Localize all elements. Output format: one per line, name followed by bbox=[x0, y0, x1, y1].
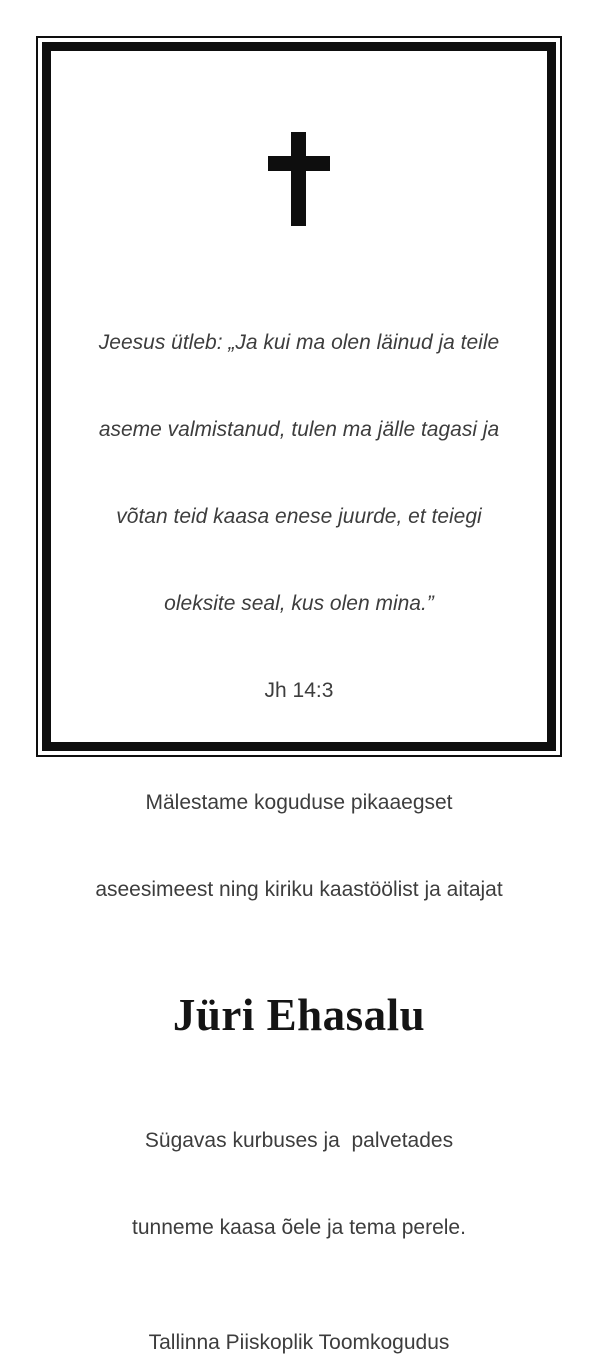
bible-quote bbox=[99, 270, 499, 676]
quote-line: võtan teid kaasa enese juurde, et teiegi bbox=[116, 505, 482, 528]
deceased-name: Jüri Ehasalu bbox=[172, 990, 426, 1040]
cross-horizontal-bar bbox=[268, 156, 330, 171]
memorial-line: Mälestame koguduse pikaaegset bbox=[145, 791, 453, 814]
memorial-text bbox=[95, 730, 502, 962]
quote-line: oleksite seal, kus olen mina.” bbox=[164, 592, 434, 615]
condolence-line: tunneme kaasa õele ja tema perele. bbox=[132, 1216, 466, 1239]
memorial-line: aseesimeest ning kiriku kaastöölist ja aitajat bbox=[95, 878, 503, 901]
quote-line: aseme valmistanud, tulen ma jälle tagasi ja bbox=[98, 418, 500, 441]
memorial-card-frame bbox=[36, 36, 562, 1354]
condolence-line: Sügavas kurbuses ja palvetades bbox=[144, 1129, 454, 1152]
bible-verse-reference: Jh 14:3 bbox=[264, 679, 334, 702]
quote-line: Jeesus ütleb: „Ja kui ma olen läinud ja teile bbox=[98, 331, 500, 354]
latin-cross-icon bbox=[268, 132, 330, 226]
congregation-name: Tallinna Piiskoplik Toomkogudus bbox=[148, 1331, 450, 1354]
cross-vertical-bar bbox=[291, 132, 306, 226]
condolence-text bbox=[132, 1068, 466, 1300]
memorial-card bbox=[42, 42, 556, 1354]
